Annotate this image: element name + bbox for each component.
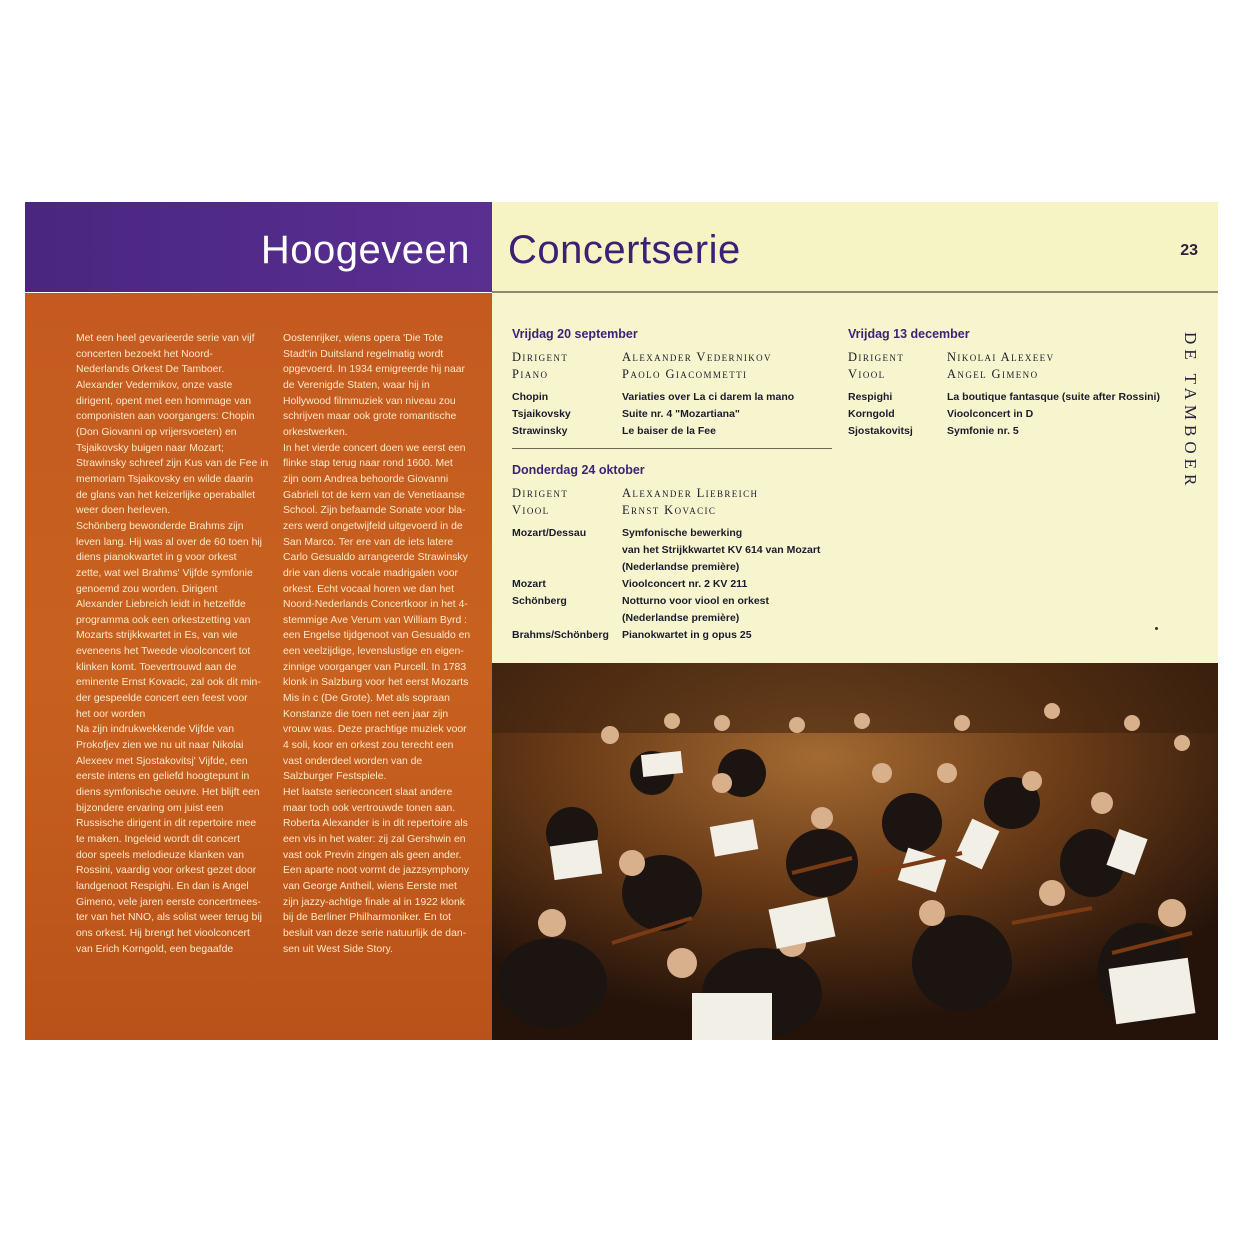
article-line: een veelzijdige, levenslustige en eigen- <box>283 646 464 658</box>
article-line: concerten bezoekt het Noord- <box>76 348 213 360</box>
performer-role: Piano <box>512 367 549 381</box>
article-line: de Verenigde Staten, waar hij in <box>283 379 430 391</box>
program-composer <box>512 559 622 576</box>
article-line: door speels melodieuze klanken van <box>76 849 245 861</box>
article-line: sen uit West Side Story. <box>283 943 393 955</box>
article-line: vast onderdeel worden van de <box>283 755 423 767</box>
article-line: componisten aan voorgangers: Chopin <box>76 411 255 423</box>
performer-role: Dirigent <box>512 486 569 500</box>
program-row <box>512 610 820 627</box>
article-line: van Erich Korngold, een begaafde <box>76 943 234 955</box>
article-line: Salzburger Festspiele. <box>283 771 387 783</box>
article-line: zijn oom Andrea behoorde Giovanni <box>283 473 449 485</box>
article-line: Schönberg bewonderde Brahms zijn <box>76 520 244 532</box>
article-line: der gespeelde concert een feest voor <box>76 693 248 705</box>
article-line: genoemd zou worden. Dirigent <box>76 583 218 595</box>
program-work: (Nederlandse première) <box>622 612 740 624</box>
article-line: Mis in c (De Grote). Met als sopraan <box>283 693 450 705</box>
program-composer: Brahms/Schönberg <box>512 629 609 641</box>
program-row <box>848 389 1160 406</box>
program-work: Le baiser de la Fee <box>622 425 716 437</box>
program-work: La boutique fantasque (suite after Rossini) <box>947 391 1160 403</box>
program-row <box>512 525 820 542</box>
article-line: memoriam Tsjaikovsky en wilde daarin <box>76 473 254 485</box>
concert-date: Donderdag 24 oktober <box>512 463 645 477</box>
article-line: Alexander Liebreich leidt in hetzelfde <box>76 599 246 611</box>
article-line: klonk in Salzburg voor het eerst Mozarts <box>283 677 469 689</box>
article-line: Strawinsky schreef zijn Kus van de Fee in <box>76 458 269 470</box>
program-composer: Korngold <box>848 408 895 420</box>
program-row <box>512 542 820 559</box>
program-composer <box>512 542 622 559</box>
program-composer: Mozart <box>512 578 546 590</box>
header-band-purple <box>25 202 492 292</box>
article-line: eminente Ernst Kovacic, zal ook dit min- <box>76 677 261 689</box>
article-line: Prokofjev zien we nu uit naar Nikolai <box>76 740 244 752</box>
performer-role: Dirigent <box>848 350 905 364</box>
performer-role: Viool <box>512 503 550 517</box>
article-line: eerste intens en geliefd hoogtepunt in <box>76 771 250 783</box>
performer-row <box>512 349 794 366</box>
article-line: 4 soli, koor en orkest zou terecht een <box>283 740 454 752</box>
program-composer: Sjostakovitsj <box>848 425 913 437</box>
program-work: Vioolconcert in D <box>947 408 1034 420</box>
article-line: San Marco. Ter ere van de iets latere <box>283 536 454 548</box>
article-line: ter van het NNO, als solist weer terug bij <box>76 912 262 924</box>
article-line: Mozarts strijkkwartet in Es, van wie <box>76 630 238 642</box>
decorative-dot <box>1155 627 1158 630</box>
concert-date: Vrijdag 13 december <box>848 327 970 341</box>
article-line: van George Antheil, wiens Eerste met <box>283 880 457 892</box>
article-line: landgenoot Respighi. En dan is Angel <box>76 880 249 892</box>
program-composer: Chopin <box>512 391 549 403</box>
title-concertserie: Concertserie <box>508 228 741 272</box>
program-work: Pianokwartet in g opus 25 <box>622 629 752 641</box>
article-line: het oor worden <box>76 708 146 720</box>
article-line: bijzondere ervaring om juist een <box>76 802 224 814</box>
program-row <box>512 559 820 576</box>
article-line: dirigent, opent met een hommage van <box>76 395 252 407</box>
article-line: klinken komt. Toevertrouwd aan de <box>76 661 237 673</box>
article-line: Alexeev met Sjostakovitsj' Vijfde, een <box>76 755 248 767</box>
article-line: te maken. Ingeleid wordt dit concert <box>76 834 241 845</box>
article-line: Gabrieli tot de kern van de Venetiaanse <box>283 489 465 501</box>
performer-name: Alexander Liebreich <box>622 486 759 500</box>
program-row <box>512 423 794 440</box>
orchestra-photo-icon <box>492 663 1218 1040</box>
article-line: Nederlands Orkest De Tamboer. <box>76 364 225 376</box>
article-line: Rossini, vaardig voor orkest gezet door <box>76 865 257 877</box>
article-line: weer doen herleven. <box>76 505 171 517</box>
program-work: van het Strijkkwartet KV 614 van Mozart <box>622 544 821 556</box>
program-row <box>512 593 820 610</box>
performer-role: Dirigent <box>512 350 569 364</box>
program-work: Symfonische bewerking <box>622 527 743 539</box>
article-line: drie van diens vocale madrigalen voor <box>283 567 459 579</box>
article-line: Roberta Alexander is in dit repertoire als <box>283 818 468 830</box>
concert-date: Vrijdag 20 september <box>512 327 638 341</box>
performer-name: Angel Gimeno <box>947 367 1039 381</box>
article-line: Stadt'in Duitsland regelmatig wordt <box>283 348 444 360</box>
article-line: In het vierde concert doen we eerst een <box>283 442 466 454</box>
article-line: Na zijn indrukwekkende Vijfde van <box>76 724 235 736</box>
article-line: de glans van het keizerlijke operaballet <box>76 489 256 501</box>
article-line: flinke stap terug naar rond 1600. Met <box>283 458 453 470</box>
program-composer: Strawinsky <box>512 425 568 437</box>
program-work: Vioolconcert nr. 2 KV 211 <box>622 578 748 590</box>
performer-name: Paolo Giacommetti <box>622 367 748 381</box>
program-row <box>512 627 820 644</box>
article-line: Een aparte noot vormt de jazzsymphony <box>283 865 469 877</box>
article-line: eveneens het Tweede vioolconcert tot <box>76 646 251 658</box>
program-row <box>512 576 820 593</box>
article-line: Carlo Gesualdo arrangeerde Strawinsky <box>283 552 468 564</box>
article-line: stemmige Ave Verum van William Byrd : <box>283 614 468 626</box>
brochure-spread <box>25 202 1218 1040</box>
performer-list <box>848 349 1160 383</box>
article-line: Hollywood filmmuziek van niveau zou <box>283 395 456 407</box>
orchestra-photo <box>492 663 1218 1040</box>
article-column-1 <box>76 331 269 957</box>
article-line: School. Zijn befaamde Sonate voor bla- <box>283 505 466 517</box>
performer-list <box>512 485 820 519</box>
article-line: bij de Berliner Philharmoniker. En tot <box>283 912 452 924</box>
article-line: orkestwerken. <box>283 426 348 438</box>
article-line: Noord-Nederlands Concertkoor in het 4- <box>283 599 468 611</box>
article-line: maar toch ook vertrouwde tonen aan. <box>283 802 456 814</box>
performer-row <box>848 349 1160 366</box>
performer-row <box>512 366 794 383</box>
article-line: leven lang. Hij was al over de 60 toen hij <box>76 536 262 548</box>
program-work: Suite nr. 4 "Mozartiana" <box>622 408 740 420</box>
header-band-cream <box>492 202 1218 292</box>
program-composer: Schönberg <box>512 595 567 607</box>
program-composer: Respighi <box>848 391 893 403</box>
side-label-de-tamboer: DE TAMBOER <box>1181 332 1200 491</box>
program-row <box>848 406 1160 423</box>
concert-listing-1 <box>512 327 794 440</box>
article-line: diens symfonische oeuvre. Het blijft een <box>76 787 260 799</box>
program-composer: Mozart/Dessau <box>512 527 587 539</box>
article-line: Konstanze die toen net een jaar zijn <box>283 708 449 720</box>
article-line: ons orkest. Hij brengt het vioolconcert <box>76 927 250 939</box>
performer-name: Alexander Vedernikov <box>622 350 772 364</box>
performer-list <box>512 349 794 383</box>
article-column-2 <box>283 331 483 957</box>
article-line: Het laatste serieconcert slaat andere <box>283 787 453 799</box>
article-line: diens pianokwartet in g voor orkest <box>76 552 237 564</box>
article-line: programma ook een orkestzetting van <box>76 614 251 626</box>
program-composer <box>512 610 622 627</box>
program-work: Notturno voor viool en orkest <box>622 595 770 607</box>
article-line: (Don Giovanni op vrijersvoeten) en <box>76 426 237 438</box>
article-line: zette, wat wel Brahms' Vijfde symfonie <box>76 567 253 579</box>
performer-row <box>512 485 820 502</box>
article-line: Tsjaikovsky buigen naar Mozart; <box>76 442 224 454</box>
performer-row <box>512 502 820 519</box>
article-line: Oostenrijker, wiens opera 'Die Tote <box>283 333 444 344</box>
program-row <box>848 423 1160 440</box>
article-line: zinnige voorganger van Purcell. In 1783 <box>283 661 467 673</box>
concert-listing-3 <box>848 327 1160 440</box>
title-hoogeveen: Hoogeveen <box>260 228 470 272</box>
program-row <box>512 389 794 406</box>
program-composer: Tsjaikovsky <box>512 408 571 420</box>
article-line: Gimeno, vele jaren eerste concertmees- <box>76 896 261 908</box>
program-work: Symfonie nr. 5 <box>947 425 1019 437</box>
article-line: Alexander Vedernikov, onze vaste <box>76 379 233 391</box>
program-work: Variaties over La ci darem la mano <box>622 391 795 403</box>
performer-name: Nikolai Alexeev <box>947 350 1055 364</box>
concert-listing-2 <box>512 463 820 644</box>
article-line: een Engelse tijdgenoot van Gesualdo en <box>283 630 471 642</box>
article-line: vast ook Previn zingen als geen ander. <box>283 849 462 861</box>
article-line: Met een heel gevarieerde serie van vijf <box>76 333 255 344</box>
performer-role: Viool <box>848 367 886 381</box>
article-line: vrouw was. Deze prachtige muziek voor <box>283 724 467 736</box>
concert-divider <box>512 448 832 449</box>
article-line: zers werd ongetwijfeld uitgevoerd in de <box>283 520 463 532</box>
page-number: 23 <box>1180 242 1198 259</box>
article-line: Russische dirigent in dit repertoire mee <box>76 818 257 830</box>
article-line: opgevoerd. In 1934 emigreerde hij naar <box>283 364 465 376</box>
performer-name: Ernst Kovacic <box>622 503 717 517</box>
article-line: een vis in het water: zij zal Gershwin en <box>283 834 466 845</box>
program-row <box>512 406 794 423</box>
article-line: zijn jazzy-achtige finale al in 1922 klonk <box>283 896 465 908</box>
program-work: (Nederlandse première) <box>622 561 740 573</box>
performer-row <box>848 366 1160 383</box>
article-line: schrijven maar ook grote romantische <box>283 411 457 423</box>
article-line: besluit van deze serie natuurlijk de dan- <box>283 927 467 939</box>
article-line: orkest. Echt vocaal horen we dan het <box>283 583 454 595</box>
